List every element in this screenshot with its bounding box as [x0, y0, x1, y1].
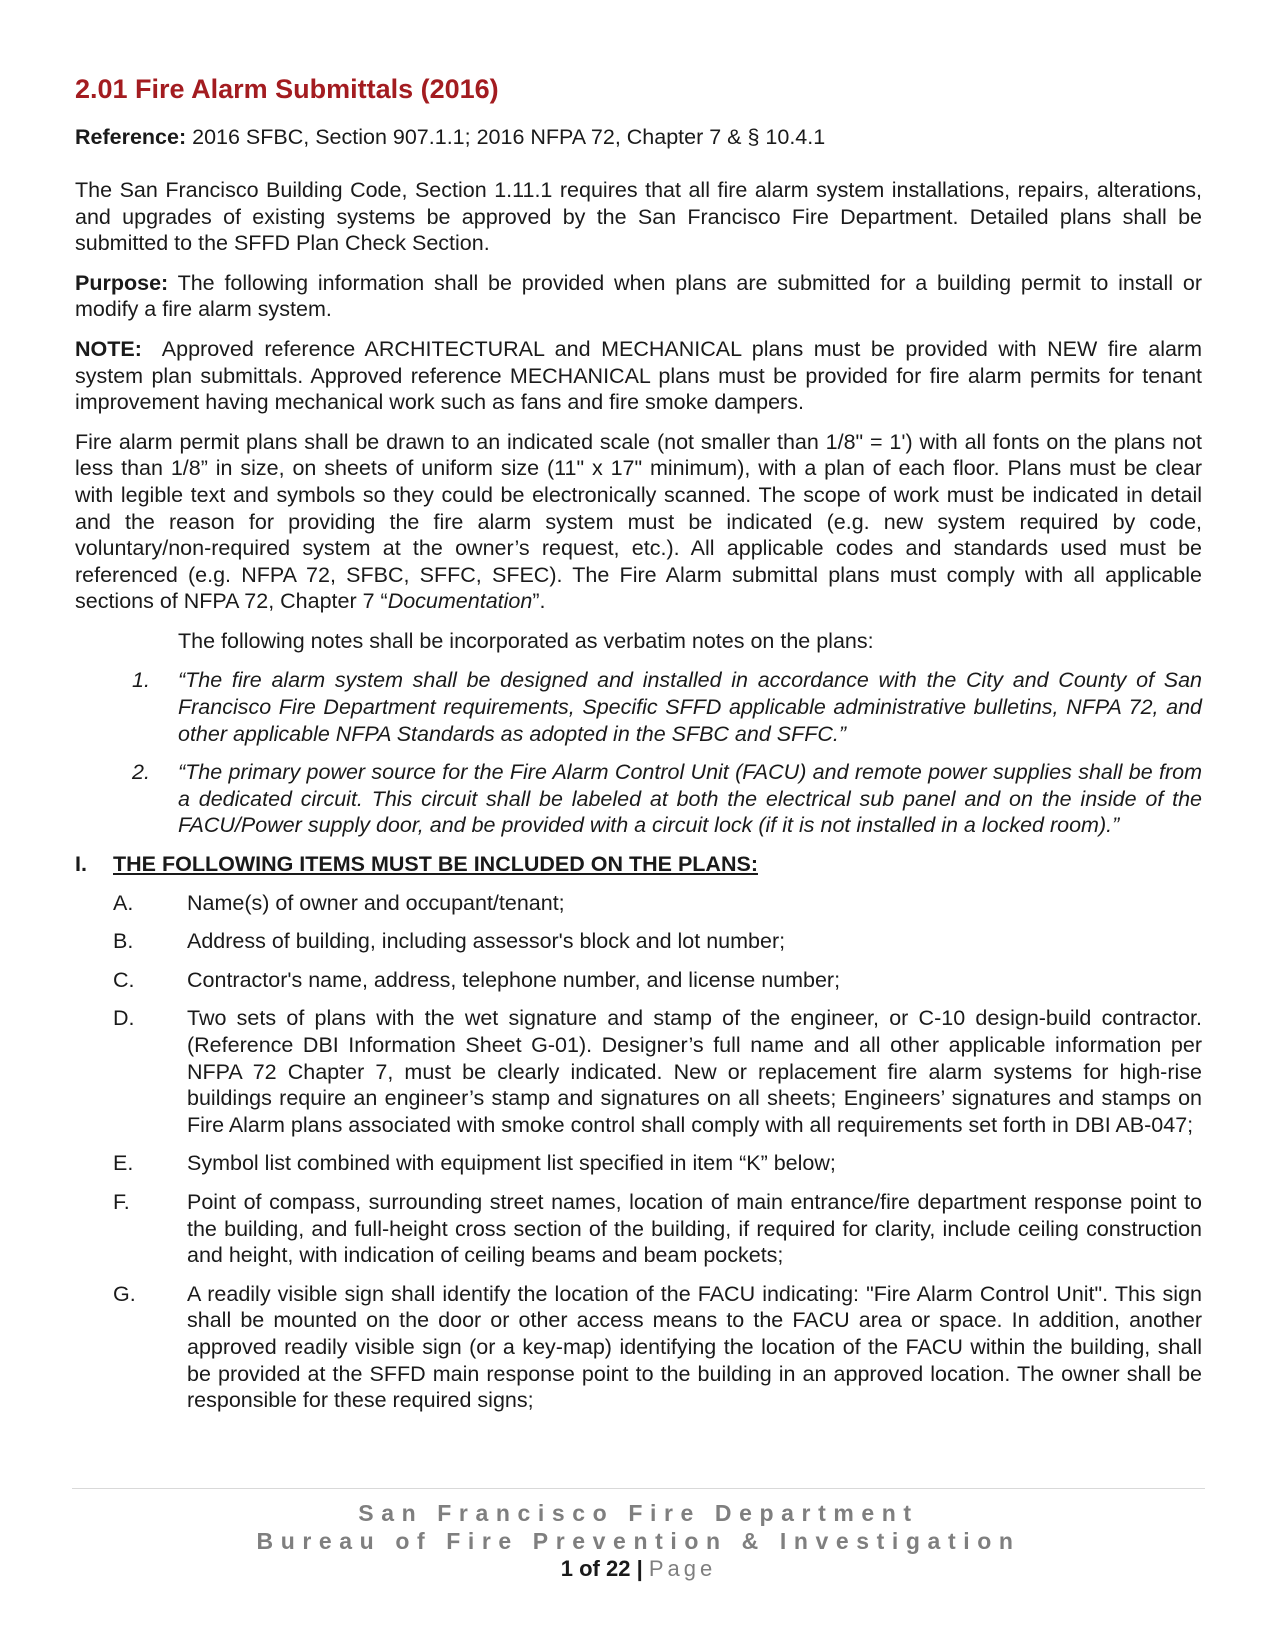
page-count: 1 of 22 [560, 1556, 631, 1581]
page-content [75, 73, 1208, 1426]
footer-bureau: Bureau of Fire Prevention & Investigation [256, 1528, 1021, 1554]
required-items-list [75, 890, 1202, 1414]
item-text: Contractor's name, address, telephone number, and license number; [187, 967, 841, 992]
scale-text-end: ”. [532, 589, 546, 614]
item-text: Symbol list combined with equipment list specified in item “K” below; [187, 1151, 836, 1176]
section-heading-text: THE FOLLOWING ITEMS MUST BE INCLUDED ON THE PLANS: [113, 852, 758, 877]
page-title: 2.01 Fire Alarm Submittals (2016) [75, 74, 499, 104]
note-text: Approved reference ARCHITECTURAL and MECHANICAL plans must be provided with NEW fire alarm system plan submittals. Approved reference MECHANICAL plans must be provided for fire alarm permits for tenant improvement having mechanical work such as fans and fire smoke dampers. [75, 336, 1208, 415]
item-letter: C. [113, 967, 135, 992]
section-number: I. [75, 852, 87, 877]
scale-text: Fire alarm permit plans shall be drawn to an indicated scale (not smaller than 1/8" = 1') with all fonts on the plans not less than 1/8” in size, on sheets of uniform size (11" x 17" minimum), with a plan of each floor. Plans must be clear with legible text and symbols so they could be electronically scanned. The scope of work must be indicated in detail and the reason for providing the fire alarm system must be indicated (e.g. new system required by code, voluntary/non-required system at the owner’s request, etc.). All applicable codes and standards used must be referenced (e.g. NFPA 72, SFBC, SFFC, SFEC). The Fire Alarm submittal plans must comply with all applicable sections of NFPA 72, Chapter 7 “ [75, 429, 1202, 614]
section-heading [75, 851, 1202, 878]
list-item [75, 1005, 1202, 1138]
documentation-term: Documentation [387, 589, 533, 614]
page-separator: | [630, 1556, 649, 1581]
list-number: 2. [132, 760, 150, 785]
item-letter: F. [113, 1189, 130, 1214]
verbatim-note-text: “The fire alarm system shall be designed and installed in accordance with the City and County of San Francisco Fire Department requirements, Specific SFFD applicable administrative bulletins, NFPA 72, and other applicable NFPA Standards as adopted in the SFBC and SFFC.” [178, 668, 1202, 746]
footer-department: San Francisco Fire Department [358, 1500, 919, 1526]
item-letter: A. [113, 890, 134, 915]
list-number: 1. [132, 668, 150, 693]
page-number [72, 1555, 1205, 1583]
list-item [75, 1281, 1202, 1414]
item-letter: B. [113, 929, 134, 954]
page-footer [72, 1488, 1205, 1583]
note-label: NOTE: [75, 336, 142, 361]
note-paragraph [75, 336, 1208, 416]
verbatim-note-text: “The primary power source for the Fire Alarm Control Unit (FACU) and remote power supplies shall be from a dedicated circuit. This circuit shall be labeled at both the electrical sub panel and on the inside of the FACU/Power supply door, and be provided with a circuit lock (if it is not installed in a locked room).” [178, 760, 1202, 838]
purpose-paragraph [75, 270, 1202, 323]
reference-paragraph [75, 124, 1202, 151]
purpose-text: The following information shall be provided when plans are submitted for a building permit to install or modify a fire alarm system. [75, 270, 1202, 322]
verbatim-notes-list [75, 667, 1202, 839]
item-letter: E. [113, 1151, 134, 1176]
verbatim-note [75, 667, 1202, 747]
verbatim-note [75, 759, 1202, 839]
purpose-label: Purpose: [75, 270, 169, 295]
intro-paragraph: The San Francisco Building Code, Section 1.11.1 requires that all fire alarm system installations, repairs, alterations, and upgrades of existing systems be approved by the San Francisco Fire Department. Detailed plans shall be submitted to the SFFD Plan Check Section. [75, 177, 1202, 256]
reference-text: 2016 SFBC, Section 907.1.1; 2016 NFPA 72, Chapter 7 & § 10.4.1 [186, 125, 826, 150]
item-text: Address of building, including assessor's block and lot number; [187, 929, 786, 954]
list-item [75, 890, 1202, 917]
list-item [75, 928, 1202, 955]
item-letter: G. [113, 1281, 136, 1306]
list-item [75, 1189, 1202, 1269]
item-text: Two sets of plans with the wet signature and stamp of the engineer, or C-10 design-build contractor. (Reference DBI Information Sheet G-01). Designer’s full name and all other applicable information per NFPA 72 Chapter 7, must be clearly indicated. New or replacement fire alarm systems for high-rise buildings require an engineer’s stamp and signatures on all sheets; Engineers’ signatures and stamps on Fire Alarm plans associated with smoke control shall comply with all requirements set forth in DBI AB-047; [187, 1006, 1202, 1137]
list-item [75, 967, 1202, 994]
item-text: Name(s) of owner and occupant/tenant; [187, 890, 565, 915]
page-word: Page [648, 1556, 717, 1581]
scale-paragraph [75, 429, 1202, 615]
item-text: A readily visible sign shall identify the location of the FACU indicating: "Fire Alarm Control Unit". This sign shall be mounted on the door or other access means to the FACU area or space. In addition, another approved readily visible sign (or a key-map) identifying the location of the FACU within the building, shall be provided at the SFFD main response point to the building in an approved location. The owner shall be responsible for these required signs; [187, 1281, 1202, 1413]
reference-label: Reference: [75, 125, 187, 150]
item-letter: D. [113, 1006, 135, 1031]
verbatim-intro: The following notes shall be incorporated as verbatim notes on the plans: [178, 628, 874, 653]
item-text: Point of compass, surrounding street names, location of main entrance/fire department response point to the building, and full-height cross section of the building, if required for clarity, include ceiling construction and height, with indication of ceiling beams and beam pockets; [187, 1189, 1202, 1268]
list-item [75, 1150, 1202, 1177]
